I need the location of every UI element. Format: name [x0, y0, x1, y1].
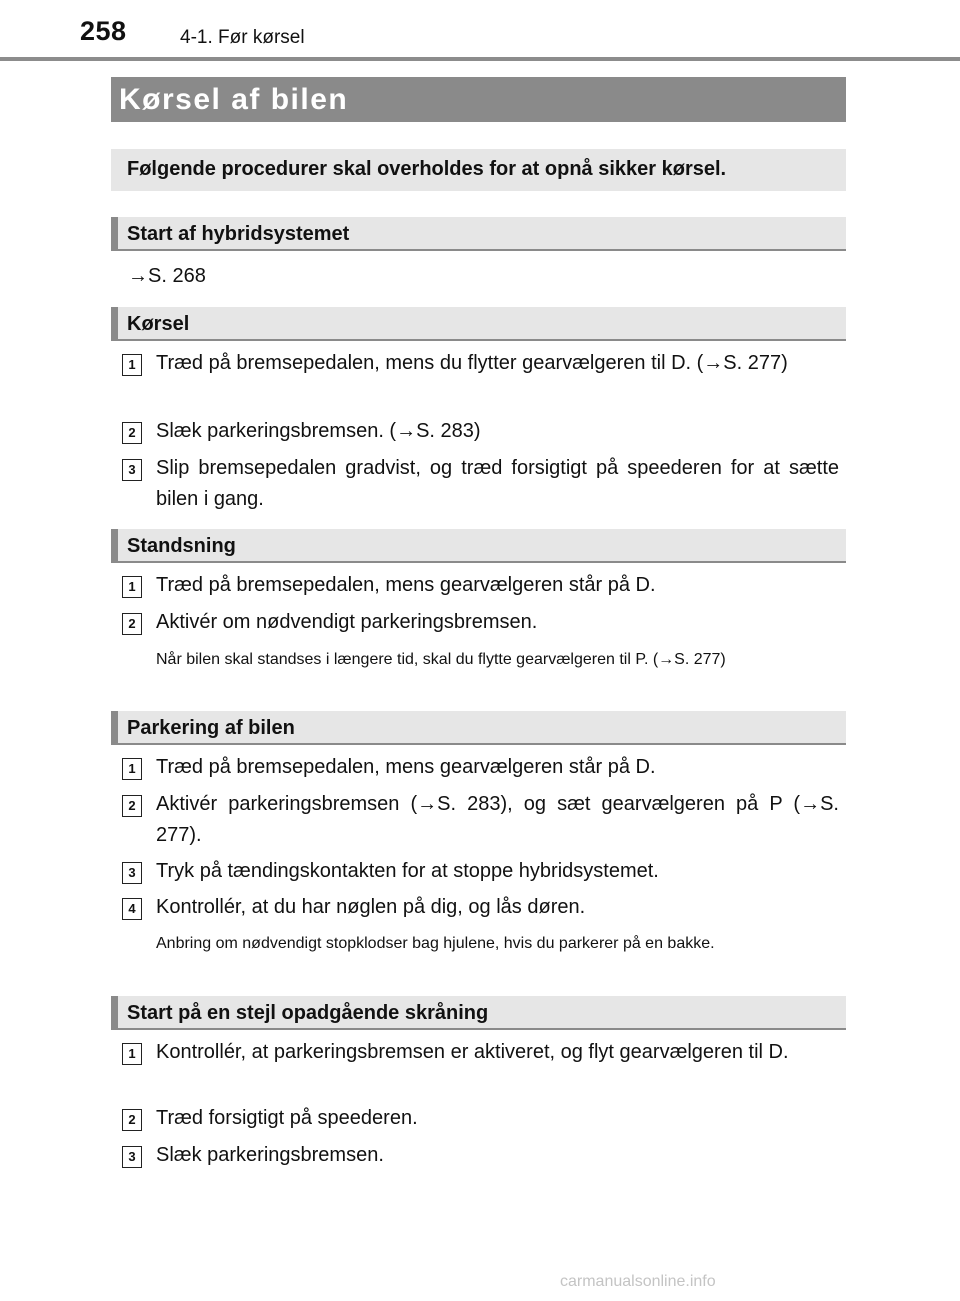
section-heading-start	[111, 217, 846, 251]
page-title-bar	[111, 77, 846, 122]
header-rule	[0, 57, 960, 61]
step-text: Slip bremsepedalen gradvist, og træd forsigtigt på speederen for at sætte bilen i gang.	[156, 457, 839, 510]
step-number-badge: 1	[122, 758, 142, 780]
section-heading-driving	[111, 307, 846, 341]
watermark-text: carmanualsonline.info	[560, 1273, 716, 1290]
section-heading-stopping	[111, 529, 846, 563]
step-number-badge: 3	[122, 1146, 142, 1168]
page-title: Kørsel af bilen	[119, 83, 349, 116]
step-text: Kontrollér, at parkeringsbremsen er aktiveret, og flyt gearvælgeren til D.	[156, 1041, 789, 1063]
step-number-badge: 2	[122, 613, 142, 635]
section-heading-label: Start på en stejl opadgående skråning	[127, 1002, 489, 1024]
step-text: Slæk parkeringsbremsen. (→S. 283)	[156, 420, 481, 442]
intro-box	[111, 149, 846, 191]
step-text: Tryk på tændingskontakten for at stoppe hybridsystemet.	[156, 860, 659, 882]
step-text: Træd forsigtigt på speederen.	[156, 1107, 418, 1129]
section-heading-label: Kørsel	[127, 313, 190, 335]
page-number: 258	[80, 16, 127, 46]
step-number-badge: 1	[122, 576, 142, 598]
step-text: Træd på bremsepedalen, mens gearvælgeren står på D.	[156, 574, 656, 596]
step-number-badge: 2	[122, 422, 142, 444]
page-header	[0, 0, 960, 60]
section-path: 4-1. Før kørsel	[180, 27, 305, 48]
step-number-badge: 1	[122, 354, 142, 376]
section-heading-label: Start af hybridsystemet	[127, 223, 350, 245]
section-heading-hill-start	[111, 996, 846, 1030]
step-number-badge: 4	[122, 898, 142, 920]
note-text: Anbring om nødvendigt stopklodser bag hjulene, hvis du parkerer på en bakke.	[156, 935, 715, 952]
intro-text: Følgende procedurer skal overholdes for at opnå sikker kørsel.	[127, 158, 727, 180]
step-text: Aktivér parkeringsbremsen (→S. 283), og sæt gearvælgeren på P (→S. 277).	[156, 793, 839, 846]
note-text: Når bilen skal standses i længere tid, skal du flytte gearvælgeren til P. (→S. 277)	[156, 651, 726, 668]
step-number-badge: 2	[122, 795, 142, 817]
step-text: Aktivér om nødvendigt parkeringsbremsen.	[156, 611, 538, 633]
section-heading-parking	[111, 711, 846, 745]
step-number-badge: 3	[122, 459, 142, 481]
step-number-badge: 1	[122, 1043, 142, 1065]
section-heading-label: Parkering af bilen	[127, 717, 295, 739]
step-text: Slæk parkeringsbremsen.	[156, 1144, 384, 1166]
step-text: Træd på bremsepedalen, mens du flytter gearvælgeren til D. (→S. 277)	[156, 352, 788, 374]
step-number-badge: 3	[122, 862, 142, 884]
step-text: Træd på bremsepedalen, mens gearvælgeren står på D.	[156, 756, 656, 778]
step-text: Kontrollér, at du har nøglen på dig, og lås døren.	[156, 896, 586, 918]
page-reference-link[interactable]: →S. 268	[128, 265, 206, 287]
section-heading-label: Standsning	[127, 535, 236, 557]
step-number-badge: 2	[122, 1109, 142, 1131]
